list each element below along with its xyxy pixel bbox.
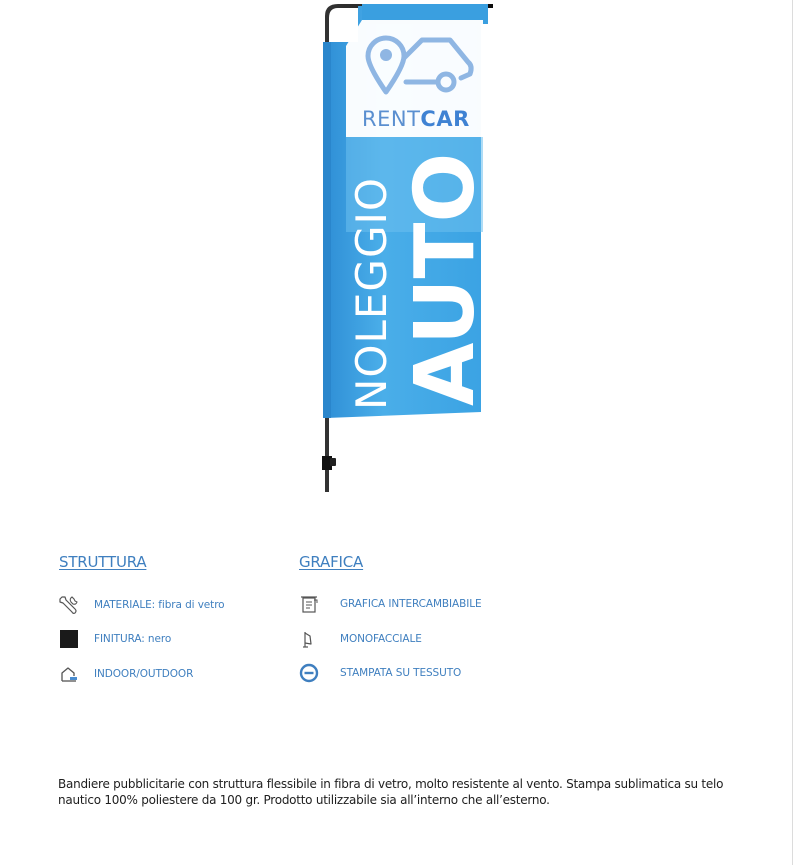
product-image-flag (318, 0, 498, 495)
brand-name (362, 107, 470, 131)
single-sided-flag-icon (298, 628, 320, 650)
indoor-outdoor-icon (58, 663, 80, 685)
feature-label: MONOFACCIALE (340, 633, 422, 645)
flag-text-small: NOLEGGIO (347, 177, 396, 410)
printed-fabric-icon (298, 662, 320, 684)
flag-illustration (318, 0, 498, 495)
feature-label: GRAFICA INTERCAMBIABILE (340, 598, 482, 610)
flag-sleeve (323, 42, 331, 418)
black-swatch-icon (58, 628, 80, 650)
feature-label: STAMPATA SU TESSUTO (340, 667, 462, 679)
feature-grafica-intercambiabile (298, 593, 482, 615)
section-title-struttura: STRUTTURA (59, 553, 147, 571)
feature-finitura (58, 628, 172, 650)
section-title-grafica: GRAFICA (299, 553, 364, 571)
feature-stampata-su-tessuto (298, 662, 462, 684)
feature-materiale (58, 594, 225, 616)
feature-label: FINITURA: nero (94, 633, 172, 645)
brand-name-part1: RENT (362, 107, 421, 131)
feature-indoor-outdoor (58, 663, 194, 685)
pole-clip (330, 458, 336, 466)
flag-text-large: AUTO (398, 152, 493, 406)
interchangeable-graphic-icon (298, 593, 320, 615)
brand-name-part2: CAR (420, 107, 470, 131)
feature-label: INDOOR/OUTDOOR (94, 668, 194, 680)
wrench-icon (58, 594, 80, 616)
product-description: Bandiere pubblicitarie con struttura flessibile in fibra di vetro, molto resistente al vento. Stampa sublimatica su telo nautico 100% poliestere da 100 gr. Prodotto utilizzabile sia all’interno che all’esterno. (58, 777, 724, 807)
feature-monofacciale (298, 628, 422, 650)
feature-label: MATERIALE: fibra di vetro (94, 599, 225, 611)
